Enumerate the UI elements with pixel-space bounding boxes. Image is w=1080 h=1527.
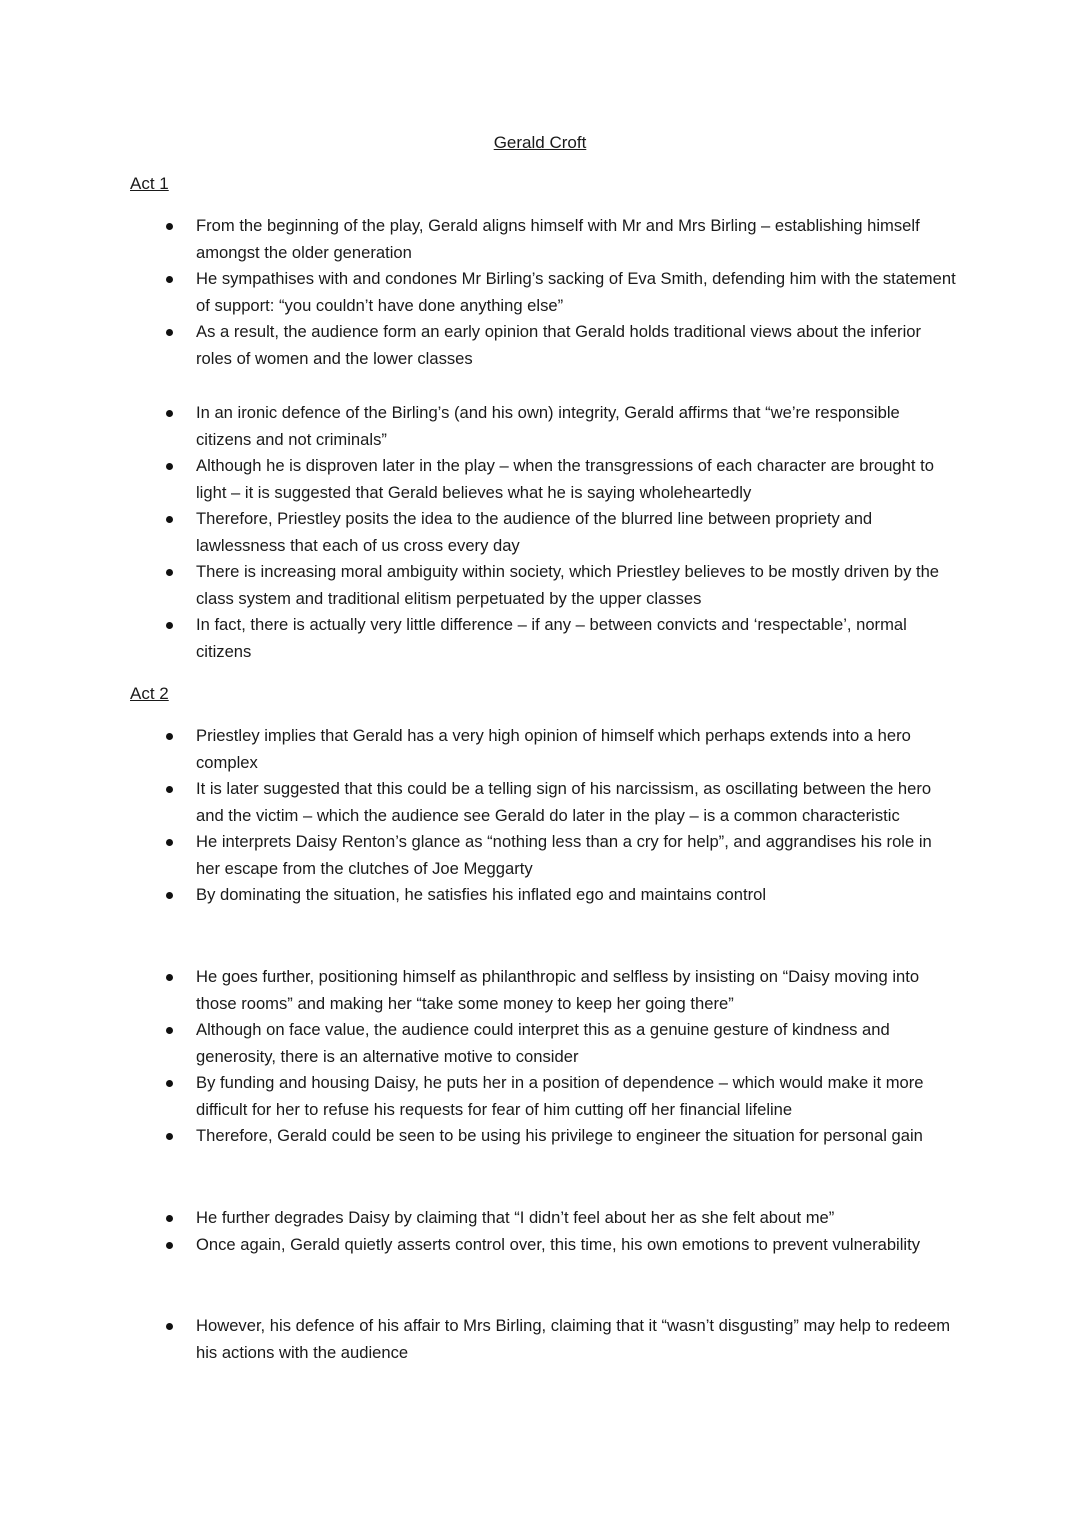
list-item: Therefore, Priestley posits the idea to the audience of the blurred line between propriety and lawlessness that each of us cross every day xyxy=(196,506,956,559)
act2-list-2 xyxy=(196,964,956,1150)
list-item: Priestley implies that Gerald has a very high opinion of himself which perhaps extends into a hero complex xyxy=(196,723,956,776)
act2-list-1 xyxy=(196,723,956,909)
list-item: He sympathises with and condones Mr Birling’s sacking of Eva Smith, defending him with the statement of support: “you couldn’t have done anything else” xyxy=(196,266,956,319)
act2-list-4 xyxy=(196,1313,956,1366)
list-item: He goes further, positioning himself as philanthropic and selfless by insisting on “Daisy moving into those rooms” and making her “take some money to keep her going there” xyxy=(196,964,956,1017)
list-item: Although on face value, the audience could interpret this as a genuine gesture of kindness and generosity, there is an alternative motive to consider xyxy=(196,1017,956,1070)
document-title xyxy=(0,131,1080,155)
list-item: In an ironic defence of the Birling’s (and his own) integrity, Gerald affirms that “we’re responsible citizens and not criminals” xyxy=(196,400,956,453)
list-item: He interprets Daisy Renton’s glance as “nothing less than a cry for help”, and aggrandises his role in her escape from the clutches of Joe Meggarty xyxy=(196,829,956,882)
act1-list-1 xyxy=(196,213,956,372)
list-item: There is increasing moral ambiguity within society, which Priestley believes to be mostly driven by the class system and traditional elitism perpetuated by the upper classes xyxy=(196,559,956,612)
list-item: Although he is disproven later in the play – when the transgressions of each character are brought to light – it is suggested that Gerald believes what he is saying wholeheartedly xyxy=(196,453,956,506)
act1-list-2 xyxy=(196,400,956,665)
act1-heading: Act 1 xyxy=(130,174,169,193)
list-item: However, his defence of his affair to Mrs Birling, claiming that it “wasn’t disgusting” may help to redeem his actions with the audience xyxy=(196,1313,956,1366)
list-item: From the beginning of the play, Gerald aligns himself with Mr and Mrs Birling – establishing himself amongst the older generation xyxy=(196,213,956,266)
act2-heading: Act 2 xyxy=(130,684,169,703)
list-item: It is later suggested that this could be a telling sign of his narcissism, as oscillating between the hero and the victim – which the audience see Gerald do later in the play – is a common characteristic xyxy=(196,776,956,829)
list-item: Therefore, Gerald could be seen to be using his privilege to engineer the situation for personal gain xyxy=(196,1123,956,1150)
list-item: By funding and housing Daisy, he puts her in a position of dependence – which would make it more difficult for her to refuse his requests for fear of him cutting off her financial lifeline xyxy=(196,1070,956,1123)
list-item: In fact, there is actually very little difference – if any – between convicts and ‘respectable’, normal citizens xyxy=(196,612,956,665)
list-item: By dominating the situation, he satisfies his inflated ego and maintains control xyxy=(196,882,956,909)
document-title-text: Gerald Croft xyxy=(493,133,587,152)
list-item: As a result, the audience form an early opinion that Gerald holds traditional views about the inferior roles of women and the lower classes xyxy=(196,319,956,372)
list-item: Once again, Gerald quietly asserts control over, this time, his own emotions to prevent vulnerability xyxy=(196,1232,956,1259)
list-item: He further degrades Daisy by claiming that “I didn’t feel about her as she felt about me” xyxy=(196,1205,956,1232)
act2-list-3 xyxy=(196,1205,956,1258)
